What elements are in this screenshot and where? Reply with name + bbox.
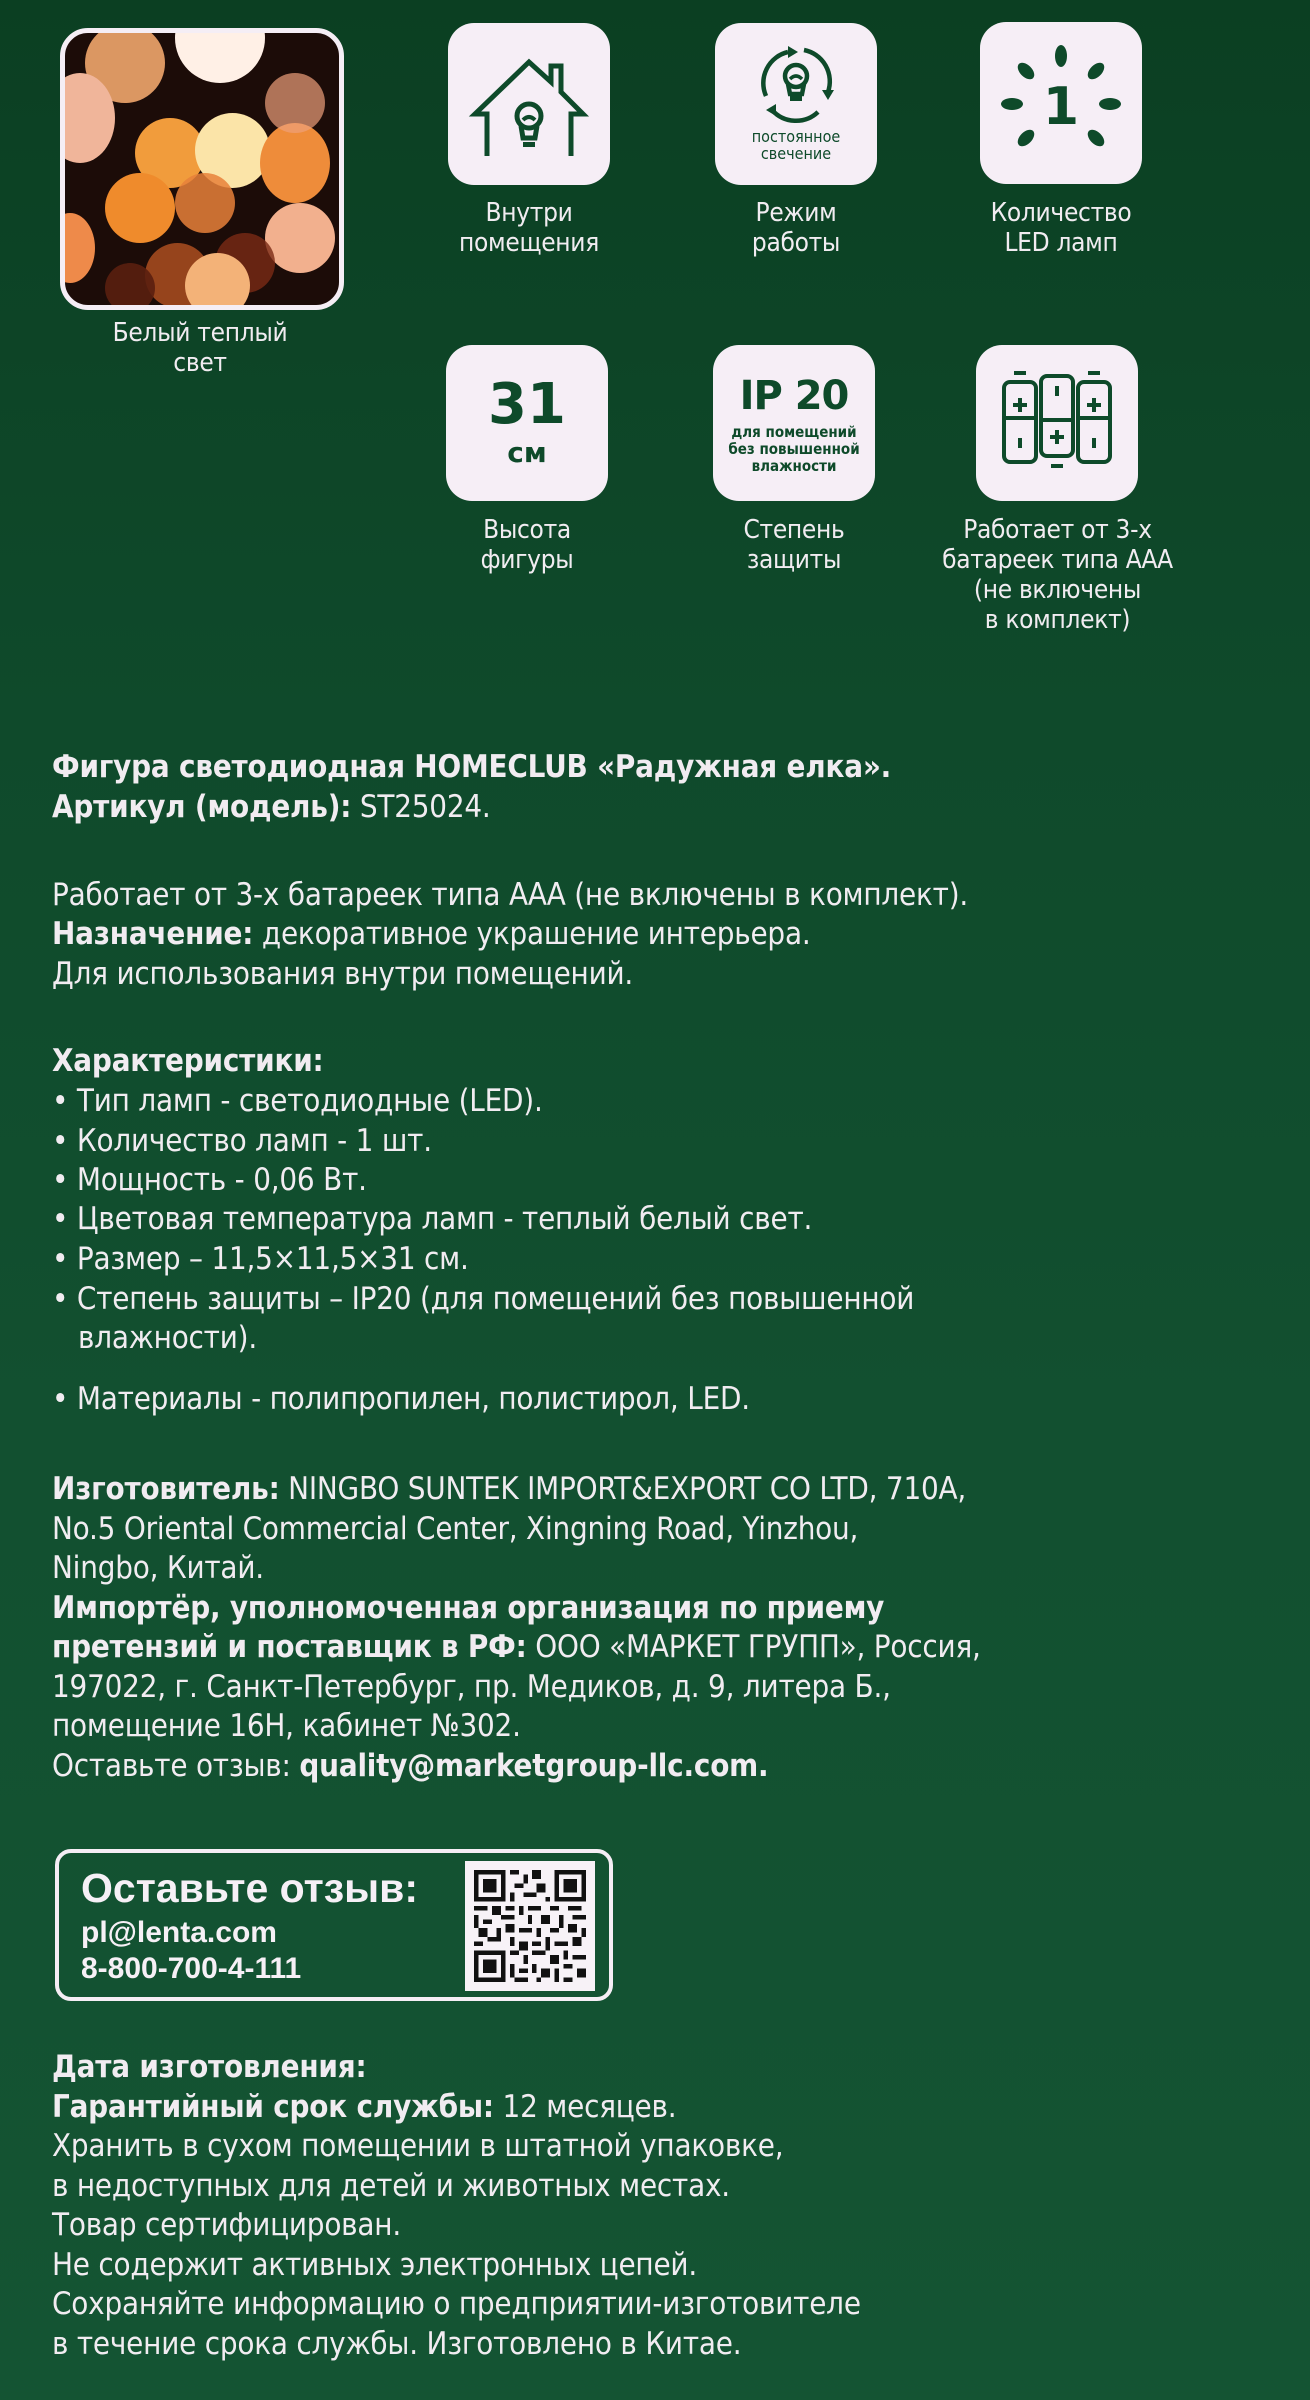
- manufacture-date-line: [52, 2048, 366, 2088]
- caption-line: Белый теплый: [112, 318, 288, 348]
- purpose-value: декоративное украшение интерьера.: [253, 916, 811, 952]
- manufacturer-line: No.5 Oriental Commercial Center, Xingning Road, Yinzhou,: [52, 1511, 859, 1547]
- product-title-text: Фигура светодиодная HOMECLUB «Радужная елка».: [52, 749, 892, 785]
- ip-rating-icon: [728, 372, 859, 475]
- importer-line: помещение 16Н, кабинет №302.: [52, 1708, 521, 1744]
- batteries-icon: [992, 368, 1122, 478]
- importer-line: 197022, г. Санкт-Петербург, пр. Медиков, д. 9, литера Б.,: [52, 1669, 891, 1705]
- height-icon: [488, 372, 566, 471]
- qr-code-icon: [465, 1861, 595, 1991]
- indoor-caption: [400, 198, 658, 258]
- caption-line: Количество: [990, 198, 1132, 228]
- importer-label: Импортёр, уполномоченная организация по приему: [52, 1590, 885, 1626]
- svg-text:1: 1: [1042, 77, 1080, 137]
- caption-line: Высота: [483, 515, 571, 545]
- warm-light-photo: [60, 28, 344, 310]
- footer-line: Товар сертифицирован.: [52, 2207, 402, 2243]
- footer-line: Сохраняйте информацию о предприятии-изготовителе: [52, 2286, 861, 2322]
- spec-item: • Тип ламп - светодиодные (LED).: [52, 1083, 543, 1119]
- manufacturer-label: Изготовитель:: [52, 1471, 280, 1507]
- tile-text-line: постоянное: [751, 127, 841, 146]
- purpose-line: [52, 915, 811, 955]
- height-tile: [446, 345, 608, 501]
- article-value: ST25024.: [351, 789, 491, 825]
- qr-code[interactable]: [465, 1861, 595, 1991]
- feedback-label: Оставьте отзыв:: [52, 1748, 300, 1784]
- manufacturer-line: [52, 1470, 966, 1510]
- ip-rating-caption: [665, 515, 923, 575]
- height-unit: см: [507, 436, 547, 469]
- spec-item: • Цветовая температура ламп - теплый белый свет.: [52, 1201, 813, 1237]
- manufacture-date-label: Дата изготовления:: [52, 2049, 367, 2085]
- caption-line: свет: [173, 348, 227, 378]
- ip-rating-tile: [713, 345, 875, 501]
- led-count-icon: [996, 38, 1126, 168]
- specs-heading: [52, 1042, 324, 1082]
- spec-item: • Мощность - 0,06 Вт.: [52, 1162, 367, 1198]
- height-value: 31: [488, 372, 566, 437]
- caption-line: работы: [751, 228, 841, 258]
- importer-label: претензий и поставщик в РФ:: [52, 1629, 527, 1665]
- article-line: [52, 788, 491, 828]
- height-caption: [398, 515, 656, 575]
- purpose-label: Назначение:: [52, 916, 254, 952]
- caption-line: фигуры: [480, 545, 574, 575]
- caption-line: Режим: [755, 198, 837, 228]
- indoor-tile: [448, 23, 610, 185]
- caption-line: батареек типа ААА: [942, 545, 1173, 575]
- caption-line: помещения: [459, 228, 599, 258]
- batteries-caption: [900, 515, 1215, 635]
- tile-text-line: без повышенной: [728, 439, 860, 458]
- caption-line: Степень: [743, 515, 845, 545]
- tile-text-line: влажности: [751, 456, 837, 475]
- footer-line: Хранить в сухом помещении в штатной упаковке,: [52, 2128, 784, 2164]
- specs-heading-text: Характеристики:: [52, 1043, 324, 1079]
- warranty-line: [52, 2088, 676, 2128]
- warranty-label: Гарантийный срок службы:: [52, 2089, 494, 2125]
- warranty-value: 12 месяцев.: [493, 2089, 677, 2125]
- spec-item: • Количество ламп - 1 шт.: [52, 1123, 432, 1159]
- manufacturer-value: NINGBO SUNTEK IMPORT&EXPORT CO LTD, 710A,: [279, 1471, 967, 1507]
- mode-caption: [667, 198, 925, 258]
- spec-item: влажности).: [52, 1320, 257, 1356]
- tile-text-line: для помещений: [731, 422, 857, 441]
- feedback-line: [52, 1747, 768, 1787]
- footer-line: Не содержит активных электронных цепей.: [52, 2247, 697, 2283]
- spec-item: • Степень защиты – IP20 (для помещений без повышенной: [52, 1281, 915, 1317]
- caption-line: Работает от 3-х: [963, 515, 1152, 545]
- ip-description: [728, 424, 859, 475]
- caption-line: в комплект): [984, 605, 1131, 635]
- cycle-bulb-icon: [746, 38, 846, 128]
- feedback-email-link[interactable]: quality@marketgroup-llc.com.: [299, 1748, 769, 1784]
- product-title: [52, 748, 891, 788]
- importer-value: ООО «МАРКЕТ ГРУПП», Россия,: [526, 1629, 981, 1665]
- ip-value: IP 20: [739, 372, 849, 419]
- caption-line: (не включены: [973, 575, 1142, 605]
- article-label: Артикул (модель):: [52, 789, 352, 825]
- house-bulb-icon: [467, 44, 591, 164]
- led-count-caption: [932, 198, 1190, 258]
- footer-line: в течение срока службы. Изготовлено в Китае.: [52, 2326, 742, 2362]
- usage-line: Для использования внутри помещений.: [52, 956, 634, 992]
- mode-tile: [715, 23, 877, 185]
- feedback-box: [55, 1849, 613, 2001]
- caption-line: LED ламп: [1004, 228, 1118, 258]
- footer-line: в недоступных для детей и животных местах.: [52, 2168, 730, 2204]
- spec-item: • Размер – 11,5×11,5×31 см.: [52, 1241, 469, 1277]
- feedback-box-email[interactable]: pl@lenta.com: [81, 1916, 277, 1949]
- led-count-tile: [980, 22, 1142, 184]
- power-note: Работает от 3-х батареек типа ААА (не включены в комплект).: [52, 877, 969, 913]
- importer-line: [52, 1628, 981, 1668]
- tile-text-line: свечение: [760, 144, 832, 163]
- importer-line: [52, 1589, 884, 1629]
- feedback-box-phone[interactable]: 8-800-700-4-111: [81, 1952, 302, 1985]
- batteries-tile: [976, 345, 1138, 501]
- feedback-box-title: Оставьте отзыв:: [81, 1865, 419, 1911]
- caption-line: Внутри: [485, 198, 573, 228]
- bokeh-photo-icon: [65, 33, 339, 305]
- spec-item: • Материалы - полипропилен, полистирол, LED.: [52, 1381, 750, 1417]
- caption-line: защиты: [746, 545, 842, 575]
- mode-tile-text: [752, 128, 840, 162]
- manufacturer-line: Ningbo, Китай.: [52, 1550, 264, 1586]
- warm-light-caption: [40, 318, 360, 378]
